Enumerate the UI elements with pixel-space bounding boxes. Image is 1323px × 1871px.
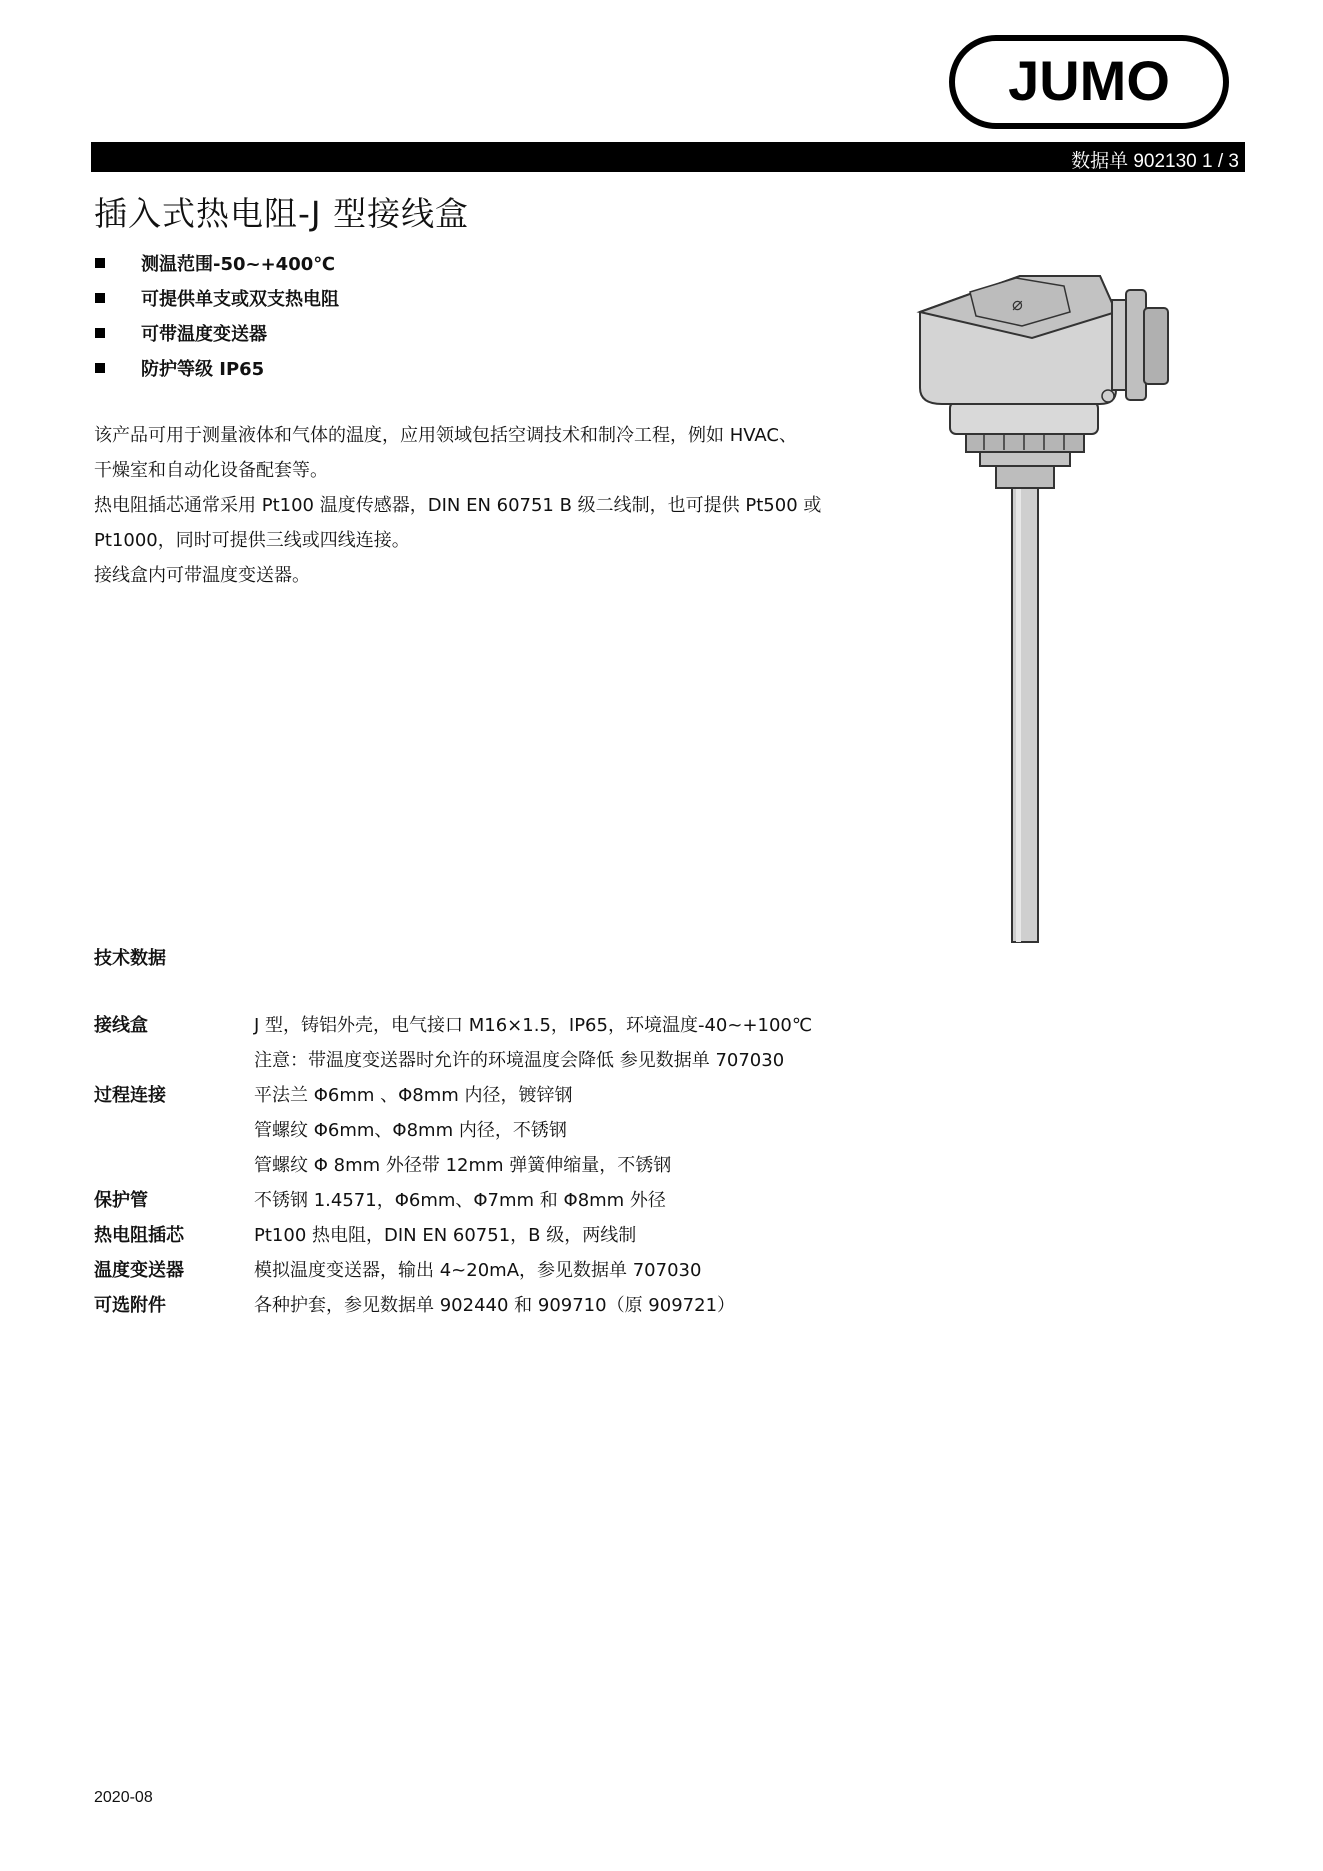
logo-text: JUMO: [1008, 49, 1170, 112]
description-line: 接线盒内可带温度变送器。: [94, 565, 310, 586]
description-line: 干燥室和自动化设备配套等。: [94, 460, 328, 481]
description-line: 该产品可用于测量液体和气体的温度，应用领域包括空调技术和制冷工程，例如 HVAC、: [94, 425, 797, 446]
spec-row: [94, 1183, 994, 1218]
spec-value: Pt100 热电阻，DIN EN 60751，B 级，两线制: [254, 1225, 637, 1246]
spec-row: [94, 1288, 994, 1323]
bullet-square-icon: [95, 328, 105, 338]
spec-label: 保护管: [94, 1190, 148, 1211]
feature-item: [95, 245, 339, 280]
spec-label: 热电阻插芯: [94, 1225, 184, 1246]
spec-value: 模拟温度变送器，输出 4~20mA，参见数据单 707030: [254, 1260, 702, 1281]
bullet-square-icon: [95, 363, 105, 373]
lid-symbol-icon: ⌀: [1012, 294, 1023, 315]
feature-text: 测温范围-50~+400℃: [141, 253, 336, 275]
spec-label: 接线盒: [94, 1015, 148, 1036]
feature-text: 可带温度变送器: [141, 323, 267, 345]
footer-date: 2020-08: [94, 1789, 153, 1806]
feature-item: [95, 315, 339, 350]
description: [94, 418, 864, 593]
datasheet-number: 数据单 902130 1 / 3: [1071, 151, 1239, 172]
product-image: [912, 272, 1180, 944]
feature-text: 防护等级 IP65: [141, 358, 265, 380]
spec-value: 平法兰 Φ6mm 、Φ8mm 内径，镀锌钢: [254, 1085, 573, 1106]
spec-label: 可选附件: [94, 1295, 166, 1316]
feature-item: [95, 350, 339, 385]
spec-value: 管螺纹 Φ 8mm 外径带 12mm 弹簧伸缩量，不锈钢: [254, 1155, 672, 1176]
spec-label: 温度变送器: [94, 1260, 184, 1281]
spec-row: [94, 1218, 994, 1253]
jumo-logo: [948, 34, 1230, 130]
tech-data-title: 技术数据: [94, 948, 166, 969]
spec-value: 各种护套，参见数据单 902440 和 909710（原 909721）: [254, 1295, 736, 1316]
spec-row: [94, 1008, 994, 1078]
feature-text: 可提供单支或双支热电阻: [141, 288, 339, 310]
spec-value: 注意：带温度变送器时允许的环境温度会降低 参见数据单 707030: [254, 1050, 785, 1071]
spec-label: 过程连接: [94, 1085, 166, 1106]
feature-item: [95, 280, 339, 315]
page-title: 插入式热电阻-J 型接线盒: [94, 194, 470, 233]
spec-table: [94, 1008, 994, 1323]
feature-list: [95, 245, 339, 385]
header-bar: [91, 142, 1245, 172]
spec-value: J 型，铸铝外壳，电气接口 M16×1.5，IP65，环境温度-40~+100℃: [254, 1015, 813, 1036]
spec-value: 不锈钢 1.4571，Φ6mm、Φ7mm 和 Φ8mm 外径: [254, 1190, 666, 1211]
spec-row: [94, 1078, 994, 1183]
description-line: 热电阻插芯通常采用 Pt100 温度传感器，DIN EN 60751 B 级二线制，也可提供 Pt500 或: [94, 495, 822, 516]
bullet-square-icon: [95, 258, 105, 268]
spec-value: 管螺纹 Φ6mm、Φ8mm 内径，不锈钢: [254, 1120, 567, 1141]
bullet-square-icon: [95, 293, 105, 303]
description-line: Pt1000，同时可提供三线或四线连接。: [94, 530, 410, 551]
spec-row: [94, 1253, 994, 1288]
